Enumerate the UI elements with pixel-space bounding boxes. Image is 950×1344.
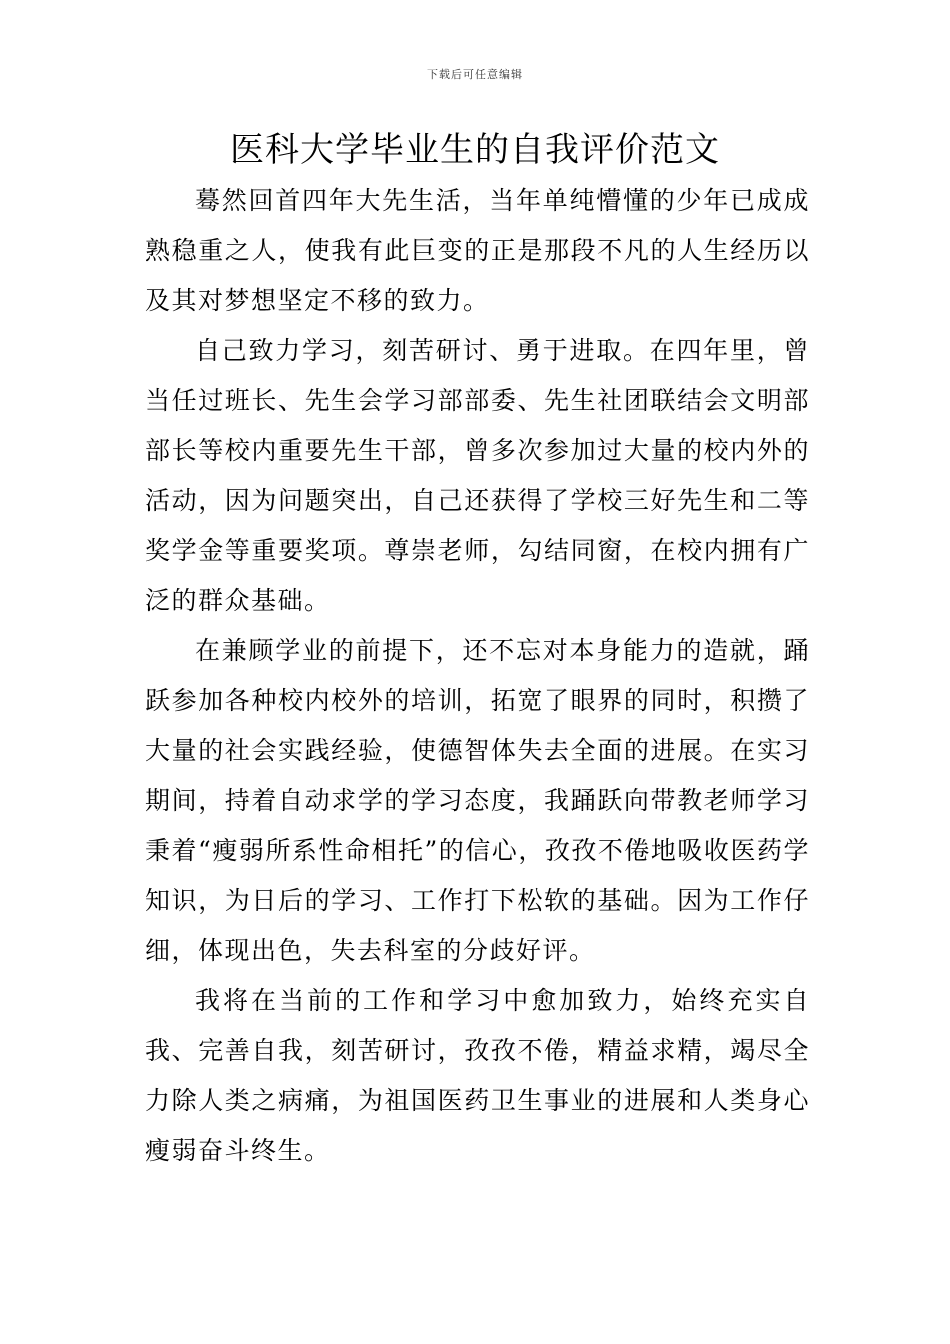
header-note: 下载后可任意编辑: [427, 68, 523, 81]
paragraph-1: 蓦然回首四年大先生活，当年单纯懵懂的少年已成成熟稳重之人，使我有此巨变的正是那段不凡的人生经历以及其对梦想坚定不移的致力。: [145, 186, 810, 315]
paragraph-4: 我将在当前的工作和学习中愈加致力，始终充实自我、完善自我，刻苦研讨，孜孜不倦，精益求精，竭尽全力除人类之病痛，为祖国医药卫生事业的进展和人类身心瘦弱奋斗终生。: [145, 986, 810, 1165]
document-title: 医科大学毕业生的自我评价范文: [230, 130, 720, 170]
paragraph-3: 在兼顾学业的前提下，还不忘对本身能力的造就，踊跃参加各种校内校外的培训，拓宽了眼界的同时，积攒了大量的社会实践经验，使德智体失去全面的进展。在实习期间，持着自动求学的学习态度，我踊跃向带教老师学习秉着“瘦弱所系性命相托”的信心，孜孜不倦地吸收医药学知识，为日后的学习、工作打下松软的基础。因为工作仔细，体现出色，失去科室的分歧好评。: [145, 636, 810, 965]
paragraph-2: 自己致力学习，刻苦研讨、勇于进取。在四年里，曾当任过班长、先生会学习部部委、先生社团联结会文明部部长等校内重要先生干部，曾多次参加过大量的校内外的活动，因为问题突出，自己还获得了学校三好先生和二等奖学金等重要奖项。尊崇老师，勾结同窗，在校内拥有广泛的群众基础。: [145, 336, 810, 615]
document-body: [145, 176, 810, 1176]
